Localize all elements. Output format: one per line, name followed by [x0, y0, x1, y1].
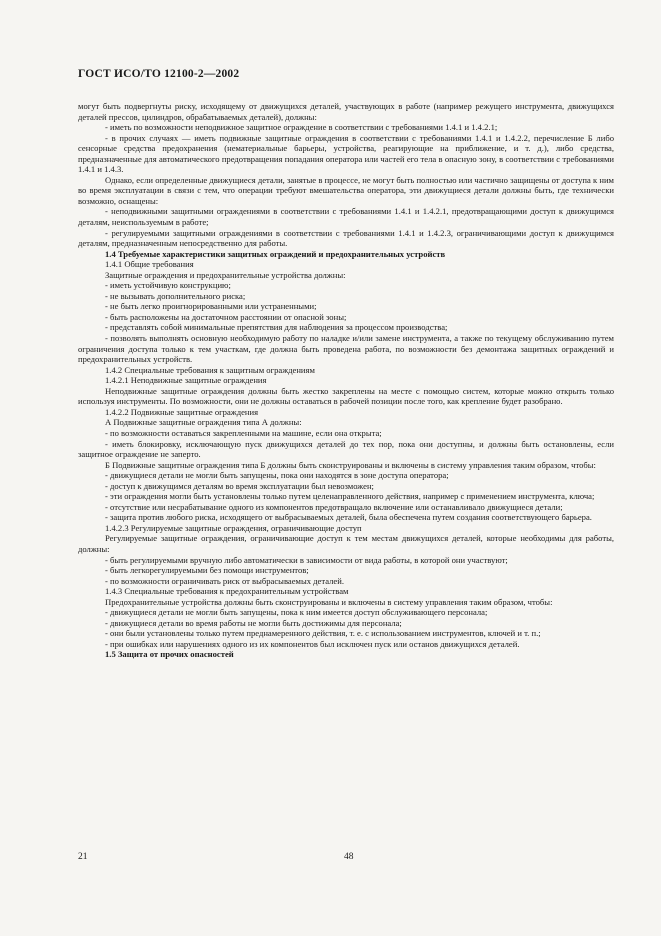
list-item: - доступ к движущимся деталям во время эксплуатации был невозможен;	[105, 480, 374, 491]
paragraph: могут быть подвергнуты риску, исходящему от движущихся деталей, участвующих в работе (например режущего инструмента, движущихся деталей прессов, цилиндров, обрабатываемых деталей), должны:	[78, 101, 614, 122]
list-item: - эти ограждения могли быть установлены только путем целенаправленного действия, например с применением инструмента, ключа;	[105, 491, 595, 502]
subsection-heading: 1.4.3 Специальные требования к предохранительным устройствам	[105, 586, 349, 597]
list-item: - по возможности ограничивать риск от выбрасываемых деталей.	[105, 575, 344, 586]
list-item: - не быть легко проигнорированными или устраненными;	[105, 301, 317, 312]
list-item: - не вызывать дополнительного риска;	[105, 290, 246, 301]
page-number-left: 21	[78, 852, 88, 862]
list-item: - регулируемыми защитными ограждениями в соответствии с требованиями 1.4.1 и 1.4.2.3, ограничивающими доступ к движущимся деталям, предназначенным непосредственно для работы.	[78, 227, 614, 249]
list-item: - движущиеся детали не могли быть запущены, пока они находятся в зоне доступа оператора;	[105, 470, 449, 481]
section-heading-1-5: 1.5 Защита от прочих опасностей	[105, 649, 234, 660]
document-body	[78, 101, 614, 660]
section-heading-1-4: 1.4 Требуемые характеристики защитных ограждений и предохранительных устройств	[105, 248, 446, 259]
list-item: - защита против любого риска, исходящего от выбрасываемых деталей, была обеспечена путем создания соответствующего барьера.	[105, 512, 592, 523]
subsection-heading: 1.4.2 Специальные требования к защитным ограждениям	[105, 364, 315, 375]
list-item: - иметь по возможности неподвижное защитное ограждение в соответствии с требованиями 1.4.1 и 1.4.2.1;	[105, 122, 498, 133]
subsection-heading: 1.4.2.2 Подвижные защитные ограждения	[105, 406, 259, 417]
subsection-heading: 1.4.1 Общие требования	[105, 259, 194, 270]
document-header: ГОСТ ИСО/ТО 12100-2—2002	[78, 68, 240, 80]
list-item: - быть расположены на достаточном расстоянии от опасной зоны;	[105, 311, 347, 322]
list-item: - в прочих случаях — иметь подвижные защитные ограждения в соответствии с требованиями 1.4.1 и 1.4.2.2, перечисление Б либо сенсорные средства предохранения (нематериальные барьеры, устройства, реагирующие на приближение, и т. д.), либо средства, предназначенные для автоматического предотвращения попадания оператора или частей его тела в опасную зону, в соответствии с требованиями 1.4.1 и 1.4.3.	[78, 132, 614, 175]
subsection-heading: 1.4.2.1 Неподвижные защитные ограждения	[105, 375, 267, 386]
subsection-heading: 1.4.2.3 Регулируемые защитные ограждения, ограничивающие доступ	[105, 522, 362, 533]
list-item: - движущиеся детали во время работы не могли быть достижимы для персонала;	[105, 617, 402, 628]
list-item: - иметь блокировку, исключающую пуск движущихся деталей до тех пор, пока они доступны, и должны быть остановлены, если защитное ограждение не заперто.	[78, 438, 614, 460]
list-item: - неподвижными защитными ограждениями в соответствии с требованиями 1.4.1 и 1.4.2.1, предотвращающими доступ к движущимся деталям, неиспользуемым в работе;	[78, 206, 614, 228]
list-item: - по возможности оставаться закрепленными на машине, если она открыта;	[105, 427, 382, 438]
list-item: - иметь устойчивую конструкцию;	[105, 280, 231, 291]
paragraph: А Подвижные защитные ограждения типа А должны:	[105, 417, 302, 428]
paragraph: Однако, если определенные движущиеся детали, занятые в процессе, не могут быть полностью или частично защищены от доступа к ним во время эксплуатации в связи с тем, что операции требуют вмешательства оператора, эти движущиеся детали должны быть, где технически возможно, оснащены:	[78, 174, 614, 206]
list-item: - представлять собой минимальные препятствия для наблюдения за процессом производства;	[105, 322, 448, 333]
paragraph: Предохранительные устройства должны быть сконструированы и включены в систему управления таким образом, чтобы:	[105, 596, 553, 607]
page-number-center: 48	[344, 852, 354, 862]
paragraph: Неподвижные защитные ограждения должны быть жестко закреплены на месте с помощью систем, которые можно открыть только используя инструменты. По возможности, они не должны оставаться в рабочей позиции после того, как крепление будет разобрано.	[78, 385, 614, 407]
list-item: - при ошибках или нарушениях одного из их компонентов был исключен пуск или останов движущихся деталей.	[105, 638, 520, 649]
paragraph: Б Подвижные защитные ограждения типа Б должны быть сконструированы и включены в систему управления таким образом, чтобы:	[105, 459, 596, 470]
list-item: - быть регулируемыми вручную либо автоматически в зависимости от вида работы, в которой они участвуют;	[105, 554, 508, 565]
paragraph: Защитные ограждения и предохранительные устройства должны:	[105, 269, 346, 280]
list-item: - движущиеся детали не могли быть запущены, пока к ним имеется доступ обслуживающего персонала;	[105, 607, 488, 618]
list-item: - позволять выполнять основную необходимую работу по наладке и/или замене инструмента, а также по текущему обслуживанию путем ограничения доступа только к тем участкам, где должна быть проведена работа, по возможности без демонтажа защитных ограждений и предохранительных устройств.	[78, 333, 614, 365]
list-item: - быть легкорегулируемыми без помощи инструментов;	[105, 565, 309, 576]
list-item: - отсутствие или несрабатывание одного из компонентов предотвращало включение или останавливало движущиеся детали;	[105, 501, 563, 512]
paragraph: Регулируемые защитные ограждения, ограничивающие доступ к тем местам движущихся деталей, которые необходимы для работы, должны:	[78, 533, 614, 554]
list-item: - они были установлены только путем преднамеренного действия, т. е. с использованием инструментов, ключей и т. п.;	[105, 628, 541, 639]
